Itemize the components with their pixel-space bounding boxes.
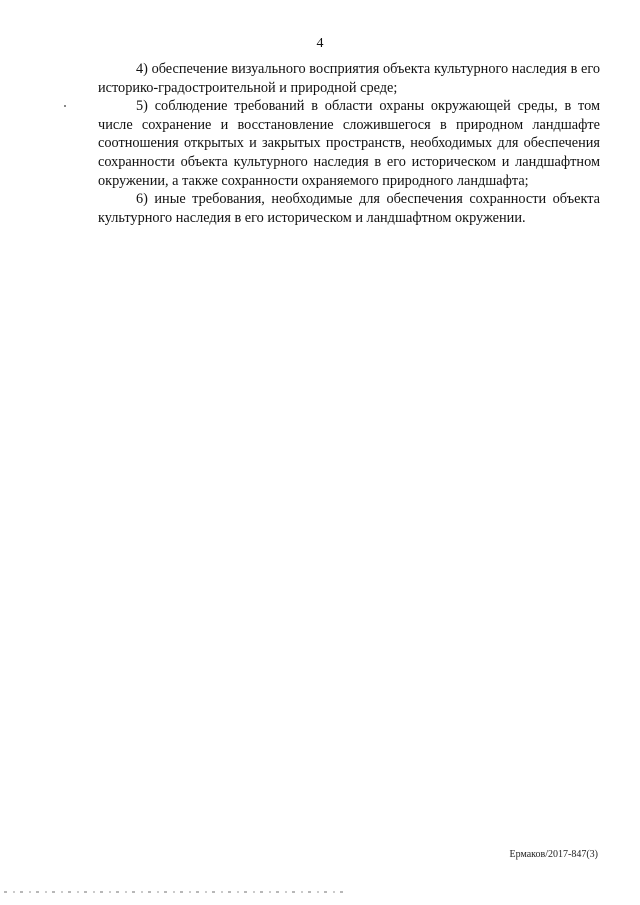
page-number: 4 [316,36,324,51]
list-item-6: 6) иные требования, необходимые для обеспечения сохранности объекта культурного наследия в его историческом и ландшафтном окружении. [98,191,600,226]
document-reference-code: Ермаков/2017-847(3) [509,849,598,860]
scan-artifact-line [4,891,344,893]
document-body [98,60,600,227]
list-item-5: 5) соблюдение требований в области охраны окружающей среды, в том числе сохранение и восстановление сложившегося в природном ландшафте соотношения открытых и закрытых пространств, необходимых для обеспечения сохранности объекта культурного наследия в его историческом и ландшафтном окружении, а также сохранности охраняемого природного ландшафта; [98,98,600,189]
scan-mark [64,105,66,107]
list-item-4: 4) обеспечение визуального восприятия объекта культурного наследия в его историко-градостроительной и природной среде; [98,61,600,96]
